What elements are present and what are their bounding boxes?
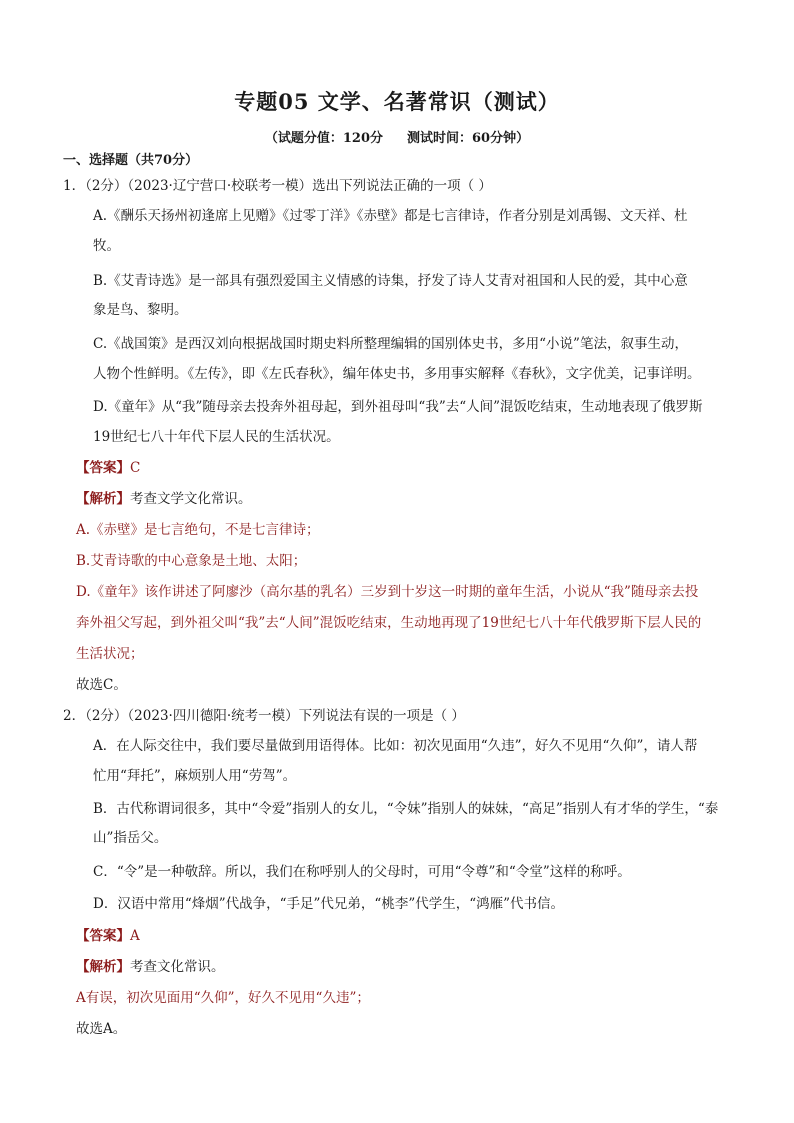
section-heading: 一、选择题（共70分）	[63, 153, 199, 168]
question-2-stem: 2．（2分）（2023·四川德阳·统考一模）下列说法有误的一项是（ ）	[63, 708, 465, 724]
question-1-analysis	[76, 490, 252, 508]
answer-value: A	[130, 928, 140, 944]
question-2-option-b-line-1: B．古代称谓词很多，其中“令爱”指别人的女儿，“令妹”指别人的妹妹，“高足”指别人有才华的学生，“泰	[93, 801, 719, 817]
analysis-label: 【解析】	[76, 959, 130, 975]
question-1-answer	[76, 459, 140, 477]
answer-value: C	[130, 460, 141, 476]
question-2-option-b-line-2: 山”指岳父。	[93, 830, 168, 846]
question-1-detail-d-line-1: D.《童年》该作讲述了阿廖沙（高尔基的乳名）三岁到十岁这一时期的童年生活，小说从“我”随母亲去投	[76, 584, 699, 600]
question-1-detail-b: B.艾青诗歌的中心意象是土地、太阳；	[76, 553, 307, 569]
question-1-option-d-line-1: D.《童年》从“我”随母亲去投奔外祖母起，到外祖母叫“我”去“人间”混饭吃结束，生动地表现了俄罗斯	[93, 399, 703, 415]
question-1-option-a-line-1: A.《酬乐天扬州初逢席上见赠》《过零丁洋》《赤壁》都是七言律诗，作者分别是刘禹锡、文天祥、杜	[93, 208, 688, 224]
question-2-option-c: C．“令”是一种敬辞。所以，我们在称呼别人的父母时，可用“令尊”和“令堂”这样的称呼。	[93, 864, 631, 880]
analysis-label: 【解析】	[76, 491, 130, 507]
question-1-detail-d-line-3: 生活状况；	[76, 646, 144, 662]
answer-label: 【答案】	[76, 928, 130, 944]
question-1-conclusion: 故选C。	[76, 677, 127, 693]
answer-label: 【答案】	[76, 460, 130, 476]
question-1-option-c-line-1: C.《战国策》是西汉刘向根据战国时期史料所整理编辑的国别体史书，多用“小说”笔法，叙事生动，	[93, 336, 688, 352]
question-1-stem: 1．（2分）（2023·辽宁营口·校联考一模）选出下列说法正确的一项（ ）	[63, 178, 492, 194]
question-1-detail-d-line-2: 奔外祖父写起，到外祖父叫“我”去“人间”混饭吃结束，生动地再现了19世纪七八十年代俄罗斯下层人民的	[76, 615, 702, 631]
analysis-text: 考查文化常识。	[130, 959, 225, 975]
question-2-option-a-line-1: A．在人际交往中，我们要尽量做到用语得体。比如：初次见面用“久违”，好久不见用“久仰”，请人帮	[93, 738, 698, 754]
page-title: 专题05 文学、名著常识（测试）	[234, 89, 560, 114]
time-label: 测试时间：60分钟）	[407, 131, 530, 146]
question-2-option-d: D．汉语中常用“烽烟”代战争，“手足”代兄弟，“桃李”代学生，“鸿雁”代书信。	[93, 896, 565, 912]
analysis-text: 考查文学文化常识。	[130, 491, 252, 507]
question-2-conclusion: 故选A。	[76, 1021, 127, 1037]
question-1-option-b-line-2: 象是鸟、黎明。	[93, 302, 188, 318]
question-1-detail-a: A.《赤壁》是七言绝句，不是七言律诗；	[76, 522, 320, 538]
question-1-option-b-line-1: B.《艾青诗选》是一部具有强烈爱国主义情感的诗集，抒发了诗人艾青对祖国和人民的爱，其中心意	[93, 273, 688, 289]
question-1-option-c-line-2: 人物个性鲜明。《左传》，即《左氏春秋》，编年体史书，多用事实解释《春秋》，文字优美，记事详明。	[93, 366, 701, 382]
question-1-option-d-line-2: 19世纪七八十年代下层人民的生活状况。	[93, 429, 340, 445]
page-subtitle	[0, 127, 794, 146]
question-2-analysis	[76, 958, 225, 976]
score-label: （试题分值：120分	[264, 131, 384, 146]
question-2-detail-a: A有误，初次见面用“久仰”，好久不见用“久违”；	[76, 990, 370, 1006]
question-2-option-a-line-2: 忙用“拜托”，麻烦别人用“劳驾”。	[93, 768, 297, 784]
question-2-answer	[76, 927, 140, 945]
question-1-option-a-line-2: 牧。	[93, 238, 120, 254]
